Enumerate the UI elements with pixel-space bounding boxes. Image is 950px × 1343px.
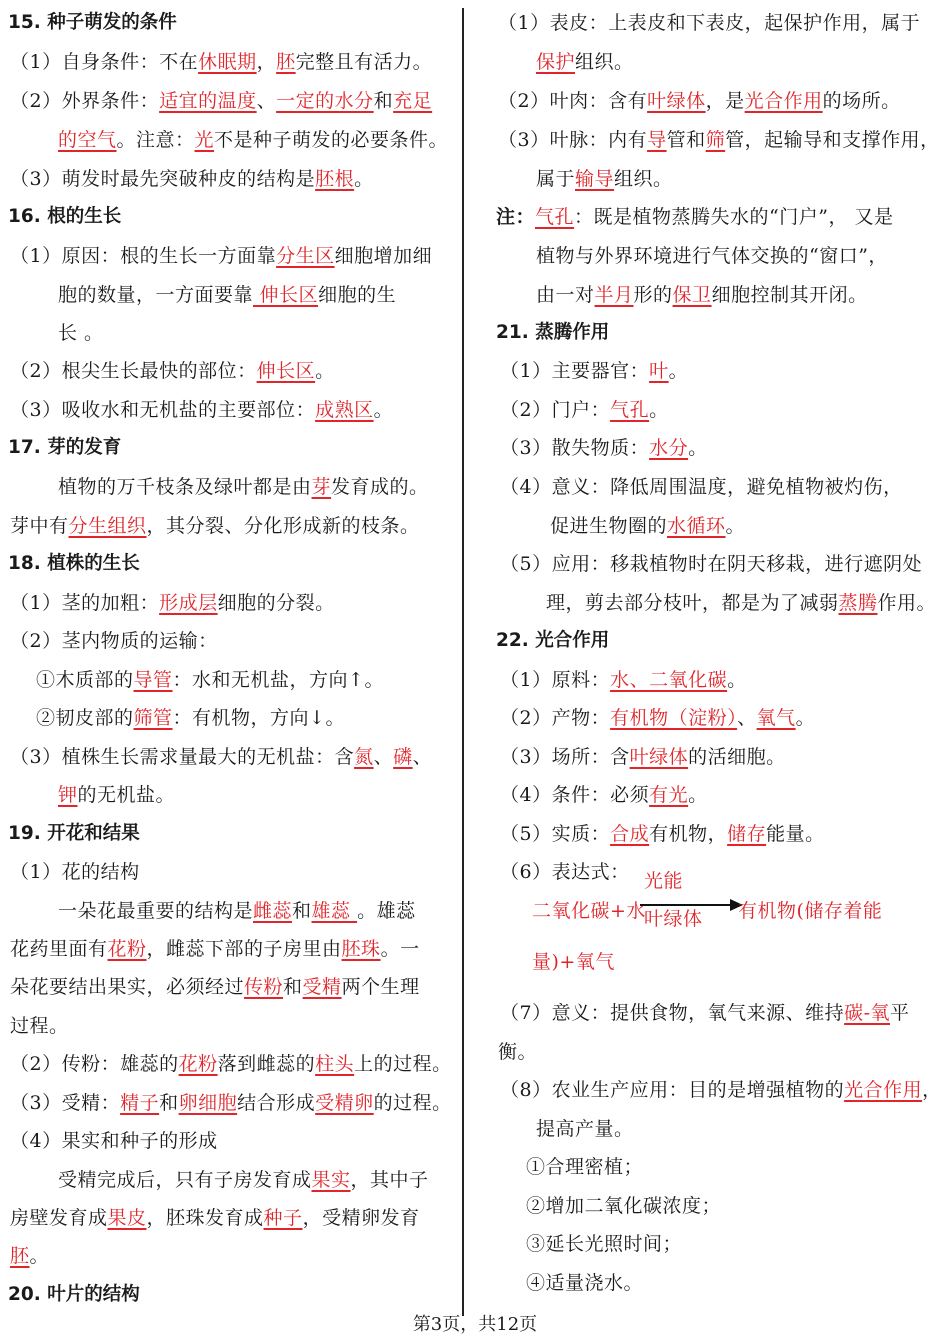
reaction-arrow-icon (638, 898, 744, 912)
s20-note-3: 由一对半月形的保卫细胞控制其开闭。 (536, 284, 868, 306)
s18-item-2b: ②韧皮部的筛管：有机物，方向↓。 (36, 707, 345, 729)
s20-item-3-cont: 属于输导组织。 (536, 168, 673, 190)
section-16-title: 16. 根的生长 (8, 206, 122, 227)
s22-item-1: （1）原料：水、二氧化碳。 (500, 669, 747, 691)
s22-item-3: （3）场所：含叶绿体的活细胞。 (500, 746, 786, 768)
page-footer (0, 1312, 950, 1338)
s15-item-1: （1）自身条件：不在休眠期，胚完整且有活力。 (10, 51, 433, 73)
section-18-title: 18. 植株的生长 (8, 553, 140, 574)
equation-condition-chloroplast: 叶绿体 (644, 908, 703, 930)
s22-item-2: （2）产物：有机物（淀粉）、氧气。 (500, 707, 816, 729)
s21-item-4-cont: 促进生物圈的水循环。 (550, 515, 746, 537)
s19-item-1: （1）花的结构 (10, 861, 140, 883)
s16-item-1: （1）原因：根的生长一方面靠分生区细胞增加细 (10, 245, 433, 267)
s20-item-2: （2）叶肉：含有叶绿体，是光合作用的场所。 (498, 90, 901, 112)
s20-note-1: 注：气孔：既是植物蒸腾失水的“门户”， 又是 (496, 206, 894, 228)
s22-measure-4: ④适量浇水。 (526, 1272, 644, 1294)
s15-item-2: （2）外界条件：适宜的温度、一定的水分和充足 (10, 90, 433, 112)
section-22-title: 22. 光合作用 (496, 630, 610, 651)
s20-item-3: （3）叶脉：内有导管和筛管，起输导和支撑作用， (498, 129, 940, 151)
s19-para-7: 胚。 (10, 1245, 50, 1267)
s19-para-4: 过程。 (10, 1015, 69, 1037)
s21-item-2: （2）门户：气孔。 (500, 399, 669, 421)
page-number: 第3页，共12页 (412, 1314, 538, 1335)
s21-item-4: （4）意义：降低周围温度，避免植物被灼伤， (500, 476, 903, 498)
s22-item-8: （8）农业生产应用：目的是增强植物的光合作用， (500, 1079, 942, 1101)
s15-item-2-cont: 的空气。注意：光不是种子萌发的必要条件。 (58, 129, 449, 151)
section-21-title: 21. 蒸腾作用 (496, 322, 610, 343)
s19-para-6: 房壁发育成果皮，胚珠发育成种子，受精卵发育 (10, 1207, 420, 1229)
s22-item-4: （4）条件：必须有光。 (500, 784, 708, 806)
s18-item-2: （2）茎内物质的运输： (10, 630, 218, 652)
s19-para-3: 朵花要结出果实，必须经过传粉和受精两个生理 (10, 976, 420, 998)
equation-products: 有机物(储存着能 (738, 900, 883, 922)
s18-item-3-cont: 钾的无机盐。 (58, 784, 176, 806)
s21-item-3: （3）散失物质：水分。 (500, 437, 708, 459)
section-17-title: 17. 芽的发育 (8, 437, 122, 458)
s18-item-1: （1）茎的加粗：形成层细胞的分裂。 (10, 592, 335, 614)
s22-item-7: （7）意义：提供食物，氧气来源、维持碳-氧平 (500, 1002, 910, 1024)
s21-item-5: （5）应用：移栽植物时在阴天移栽，进行遮阴处 (500, 553, 923, 575)
s19-para-1: 一朵花最重要的结构是雌蕊和雄蕊 。雄蕊 (58, 900, 416, 922)
section-20-title: 20. 叶片的结构 (8, 1284, 140, 1305)
s22-measure-3: ③延长光照时间； (526, 1233, 683, 1255)
s19-item-3: （3）受精：精子和卵细胞结合形成受精卵的过程。 (10, 1092, 452, 1114)
equation-condition-light: 光能 (644, 870, 684, 892)
s20-item-1-cont: 保护组织。 (536, 51, 634, 73)
s18-item-3: （3）植株生长需求量最大的无机盐：含氮、磷、 (10, 746, 433, 768)
s21-item-1: （1）主要器官：叶。 (500, 360, 689, 382)
section-15-title: 15. 种子萌发的条件 (8, 12, 177, 33)
s19-para-5: 受精完成后，只有子房发育成果实，其中子 (58, 1169, 429, 1191)
s16-item-1-cont2: 长 。 (58, 322, 104, 344)
s16-item-1-cont: 胞的数量，一方面要靠 伸长区细胞的生 (58, 284, 397, 306)
s19-item-4: （4）果实和种子的形成 (10, 1130, 218, 1152)
s20-item-1: （1）表皮：上表皮和下表皮，起保护作用，属于 (498, 12, 921, 34)
s22-measure-1: ①合理密植； (526, 1156, 644, 1178)
s21-item-5-cont: 理，剪去部分枝叶，都是为了减弱蒸腾作用。 (546, 592, 937, 614)
s17-para-2: 芽中有分生组织，其分裂、分化形成新的枝条。 (10, 515, 420, 537)
s22-item-5: （5）实质：合成有机物，储存能量。 (500, 823, 825, 845)
equation-reactants: 二氧化碳+水 (532, 900, 646, 922)
equation-products-cont: 量)+氧气 (532, 951, 615, 973)
column-divider (462, 8, 464, 1316)
s22-measure-2: ②增加二氧化碳浓度； (526, 1195, 722, 1217)
s18-item-2a: ①木质部的导管：水和无机盐，方向↑。 (36, 669, 384, 691)
s15-item-3: （3）萌发时最先突破种皮的结构是胚根。 (10, 168, 374, 190)
s19-para-2: 花药里面有花粉，雌蕊下部的子房里由胚珠。一 (10, 938, 420, 960)
s16-item-2: （2）根尖生长最快的部位：伸长区。 (10, 360, 335, 382)
photosynthesis-equation (488, 862, 940, 982)
s17-para-1: 植物的万千枝条及绿叶都是由芽发育成的。 (58, 476, 429, 498)
s22-item-6: （6）表达式： (500, 861, 630, 883)
section-19-title: 19. 开花和结果 (8, 823, 140, 844)
s16-item-3: （3）吸收水和无机盐的主要部位：成熟区。 (10, 399, 394, 421)
s20-note-2: 植物与外界环境进行气体交换的“窗口”， (536, 245, 888, 267)
s22-item-8-cont: 提高产量。 (536, 1118, 634, 1140)
s22-item-7-cont: 衡。 (498, 1041, 538, 1063)
s19-item-2: （2）传粉：雄蕊的花粉落到雌蕊的柱头上的过程。 (10, 1053, 452, 1075)
